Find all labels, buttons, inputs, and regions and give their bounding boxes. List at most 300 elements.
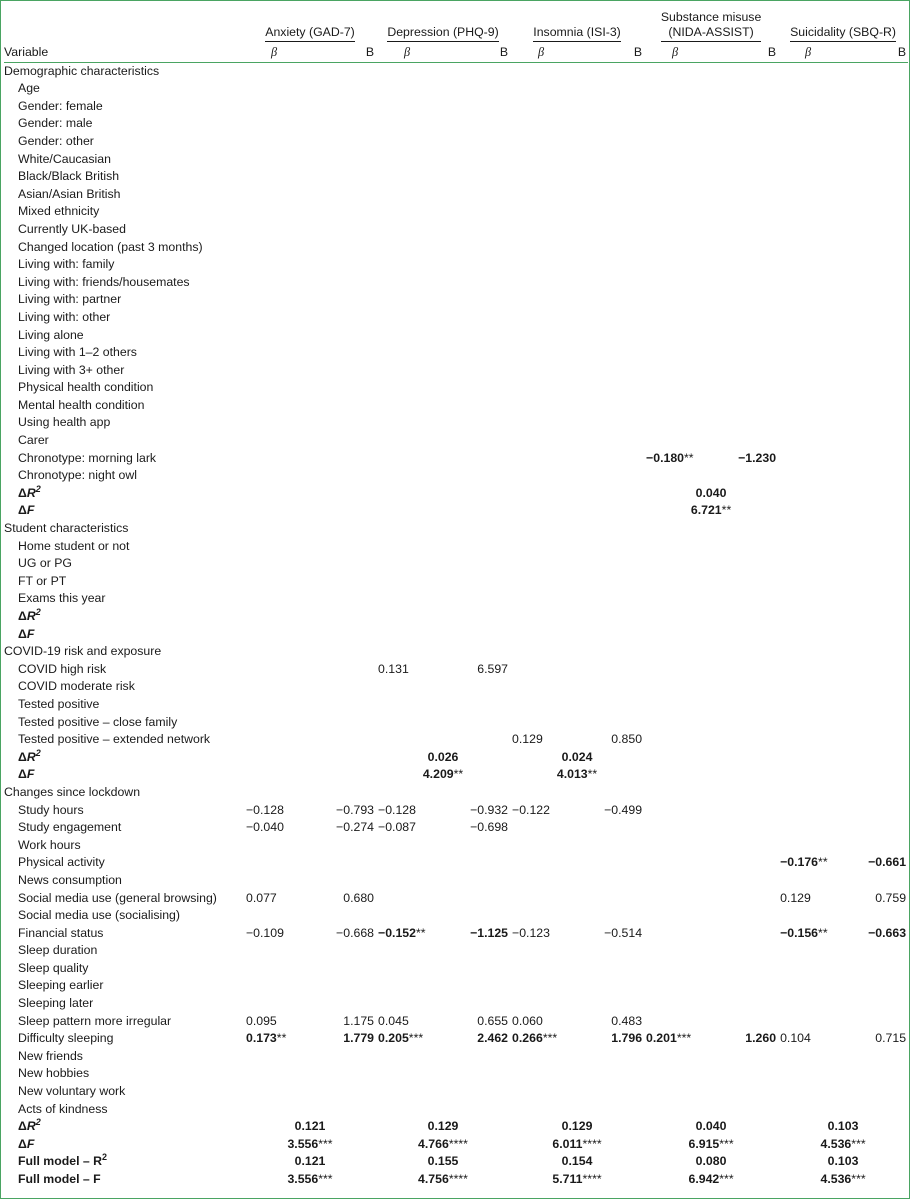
b-cell	[838, 1101, 908, 1119]
cell-value: 0.129	[561, 1119, 593, 1134]
beta-cell	[376, 1013, 438, 1031]
beta-cell	[376, 555, 438, 573]
table-row	[4, 239, 908, 257]
beta-cell	[244, 678, 304, 696]
b-cell	[838, 362, 908, 380]
table-row	[4, 837, 908, 855]
beta-cell	[644, 274, 706, 292]
table-row	[4, 397, 908, 415]
beta-cell	[510, 362, 572, 380]
b-cell	[572, 397, 644, 415]
b-cell	[706, 450, 778, 468]
significance-stars: **	[415, 925, 426, 940]
table-row	[4, 802, 908, 820]
b-cell	[304, 274, 376, 292]
table-row	[4, 344, 908, 362]
beta-cell	[376, 344, 438, 362]
beta-cell	[510, 379, 572, 397]
b-cell	[572, 678, 644, 696]
beta-header: β	[805, 45, 812, 59]
group-insomnia: Insomnia (ISI-3)	[510, 4, 644, 44]
b-cell	[304, 133, 376, 151]
merged-stat-cell	[244, 502, 376, 520]
beta-cell	[376, 221, 438, 239]
b-cell	[304, 925, 376, 943]
section-label: Student characteristics	[4, 521, 129, 536]
stat-variable: F	[26, 1136, 35, 1151]
b-cell	[706, 802, 778, 820]
b-cell	[838, 256, 908, 274]
b-cell	[572, 872, 644, 890]
table-row	[4, 678, 908, 696]
merged-stat-cell	[644, 485, 778, 503]
b-cell	[838, 1030, 908, 1048]
header-spacer	[4, 4, 244, 44]
b-cell	[304, 432, 376, 450]
cell-value: 0.095	[246, 1013, 277, 1028]
b-cell	[572, 1083, 644, 1101]
variable-label: Living with: family	[18, 257, 115, 272]
merged-stat-cell	[244, 626, 376, 644]
beta-cell	[644, 291, 706, 309]
merged-stat-cell	[376, 749, 510, 767]
cell-value: 0.655	[477, 1013, 509, 1028]
b-cell	[706, 309, 778, 327]
beta-cell	[376, 819, 438, 837]
beta-cell	[644, 960, 706, 978]
beta-cell	[244, 802, 304, 820]
b-cell	[572, 362, 644, 380]
cell-value: −0.663	[868, 925, 907, 940]
b-cell	[572, 995, 644, 1013]
variable-label: FT or PT	[18, 573, 67, 588]
cell-value: 1.175	[343, 1013, 375, 1028]
b-cell	[706, 344, 778, 362]
variable-label: Physical activity	[18, 855, 105, 870]
beta-cell	[510, 854, 572, 872]
beta-cell	[244, 239, 304, 257]
beta-cell	[510, 432, 572, 450]
b-cell	[438, 98, 510, 116]
variable-label: Sleeping earlier	[18, 978, 104, 993]
beta-cell	[376, 168, 438, 186]
beta-cell	[244, 432, 304, 450]
b-cell	[838, 186, 908, 204]
variable-label: COVID moderate risk	[18, 679, 135, 694]
beta-cell	[244, 995, 304, 1013]
cell-value: −0.128	[246, 802, 284, 817]
variable-label: Living with: other	[18, 309, 111, 324]
significance-stars: ***	[676, 1031, 692, 1046]
merged-stat-cell	[244, 766, 376, 784]
variable-label: Sleeping later	[18, 996, 94, 1011]
table-row	[4, 168, 908, 186]
beta-cell	[778, 714, 838, 732]
b-cell	[304, 291, 376, 309]
significance-stars: ***	[719, 1172, 734, 1186]
beta-cell	[376, 995, 438, 1013]
cell-value: 5.711	[552, 1172, 583, 1186]
stat-variable: F	[26, 503, 35, 518]
b-cell	[838, 538, 908, 556]
beta-cell	[644, 802, 706, 820]
beta-cell	[778, 995, 838, 1013]
beta-cell	[644, 256, 706, 274]
merged-stat-cell	[644, 626, 778, 644]
beta-cell	[244, 1101, 304, 1119]
b-cell	[572, 80, 644, 98]
beta-cell	[376, 397, 438, 415]
b-cell	[572, 573, 644, 591]
table-row	[4, 538, 908, 556]
b-cell	[706, 837, 778, 855]
beta-cell	[510, 186, 572, 204]
variable-label: Difficulty sleeping	[18, 1031, 114, 1046]
variable-label: New hobbies	[18, 1066, 90, 1081]
beta-cell	[644, 661, 706, 679]
b-cell	[838, 379, 908, 397]
b-cell	[572, 221, 644, 239]
b-cell	[572, 1013, 644, 1031]
beta-cell	[244, 538, 304, 556]
b-cell	[838, 819, 908, 837]
beta-cell	[376, 872, 438, 890]
empty-cell	[244, 784, 908, 802]
beta-cell	[778, 256, 838, 274]
beta-cell	[244, 960, 304, 978]
b-cell	[304, 907, 376, 925]
b-cell	[304, 467, 376, 485]
beta-cell	[778, 819, 838, 837]
merged-stat-cell	[244, 749, 376, 767]
cell-value: −1.125	[470, 925, 509, 940]
table-row	[4, 749, 908, 767]
beta-cell	[778, 573, 838, 591]
beta-cell	[644, 151, 706, 169]
b-cell	[304, 731, 376, 749]
b-cell	[304, 186, 376, 204]
b-cell	[304, 344, 376, 362]
b-cell	[438, 1101, 510, 1119]
beta-cell	[510, 1030, 572, 1048]
beta-cell	[644, 1083, 706, 1101]
b-cell	[838, 115, 908, 133]
regression-table	[4, 4, 908, 1189]
cell-value: 0.715	[875, 1031, 907, 1046]
beta-cell	[376, 309, 438, 327]
beta-cell	[244, 590, 304, 608]
b-cell	[572, 731, 644, 749]
cell-value: 0.121	[294, 1119, 326, 1134]
b-cell	[304, 327, 376, 345]
b-cell	[304, 714, 376, 732]
table-row	[4, 274, 908, 292]
beta-cell	[644, 133, 706, 151]
variable-label: Study hours	[18, 802, 84, 817]
cell-value: 0.155	[427, 1154, 459, 1169]
variable-label: Study engagement	[18, 820, 122, 835]
b-cell	[572, 555, 644, 573]
table-row	[4, 1065, 908, 1083]
b-cell	[304, 977, 376, 995]
cell-value: 4.536	[820, 1136, 852, 1151]
cell-value: −0.698	[470, 820, 509, 835]
beta-cell	[644, 714, 706, 732]
b-cell	[438, 977, 510, 995]
beta-cell	[244, 221, 304, 239]
beta-cell	[376, 907, 438, 925]
variable-label: Living with: friends/housemates	[18, 274, 190, 289]
merged-stat-cell	[510, 1118, 644, 1136]
b-cell	[304, 942, 376, 960]
group-suicidality: Suicidality (SBQ-R)	[778, 4, 908, 44]
beta-cell	[778, 1048, 838, 1066]
variable-label: Living with: partner	[18, 292, 122, 307]
b-cell	[304, 98, 376, 116]
empty-cell	[244, 520, 908, 538]
superscript: 2	[35, 1117, 41, 1128]
b-cell	[438, 837, 510, 855]
beta-cell	[510, 678, 572, 696]
b-cell	[838, 133, 908, 151]
merged-stat-cell	[510, 502, 644, 520]
merged-stat-cell	[376, 1118, 510, 1136]
beta-cell	[244, 467, 304, 485]
cell-value: 6.721	[690, 503, 722, 518]
merged-stat-cell	[376, 1136, 510, 1154]
beta-cell	[244, 168, 304, 186]
b-cell	[572, 450, 644, 468]
beta-cell	[644, 467, 706, 485]
table-row	[4, 995, 908, 1013]
table-row	[4, 608, 908, 626]
beta-cell	[510, 467, 572, 485]
b-cell	[572, 327, 644, 345]
merged-stat-cell	[510, 749, 644, 767]
beta-cell	[778, 133, 838, 151]
b-cell	[838, 661, 908, 679]
cell-value: 0.131	[378, 661, 409, 676]
beta-cell	[778, 977, 838, 995]
beta-cell	[376, 1065, 438, 1083]
b-cell	[706, 239, 778, 257]
b-cell	[572, 714, 644, 732]
beta-cell	[644, 450, 706, 468]
beta-cell	[778, 450, 838, 468]
b-cell	[838, 168, 908, 186]
beta-header: β	[403, 45, 411, 59]
b-cell	[572, 151, 644, 169]
table-row	[4, 731, 908, 749]
b-cell	[304, 678, 376, 696]
b-cell	[438, 362, 510, 380]
b-cell	[838, 327, 908, 345]
beta-cell	[510, 714, 572, 732]
b-cell	[838, 960, 908, 978]
cell-value: −0.128	[378, 802, 416, 817]
merged-stat-cell	[510, 626, 644, 644]
significance-stars: ****	[582, 1136, 602, 1151]
variable-label: Changed location (past 3 months)	[18, 239, 203, 254]
beta-cell	[510, 291, 572, 309]
b-cell	[438, 661, 510, 679]
beta-cell	[510, 1048, 572, 1066]
cell-value: 4.756	[418, 1172, 449, 1186]
significance-stars: ****	[448, 1172, 468, 1186]
b-cell	[572, 960, 644, 978]
cell-value: −0.176	[780, 855, 819, 870]
merged-stat-cell	[376, 1171, 510, 1189]
beta-cell	[244, 573, 304, 591]
cell-value: 6.942	[688, 1172, 720, 1186]
b-cell	[838, 890, 908, 908]
beta-cell	[778, 186, 838, 204]
b-cell	[572, 819, 644, 837]
b-cell	[304, 872, 376, 890]
stat-variable: R	[26, 749, 36, 764]
beta-cell	[376, 1030, 438, 1048]
cell-value: 0.129	[512, 732, 543, 747]
table-row	[4, 661, 908, 679]
delta-symbol: Δ	[18, 749, 27, 764]
cell-value: 3.556	[287, 1136, 319, 1151]
significance-stars: ***	[408, 1031, 424, 1046]
cell-value: 0.103	[827, 1119, 859, 1134]
table-row	[4, 1136, 908, 1154]
beta-cell	[644, 555, 706, 573]
beta-cell	[778, 872, 838, 890]
table-row	[4, 80, 908, 98]
merged-stat-cell	[510, 1171, 644, 1189]
merged-stat-cell	[778, 626, 908, 644]
b-cell	[706, 379, 778, 397]
table-row	[4, 98, 908, 116]
b-cell	[706, 714, 778, 732]
merged-stat-cell	[376, 608, 510, 626]
merged-stat-cell	[644, 1153, 778, 1171]
beta-cell	[244, 203, 304, 221]
merged-stat-cell	[778, 485, 908, 503]
merged-stat-cell	[778, 608, 908, 626]
variable-label: Age	[18, 81, 40, 96]
beta-cell	[376, 133, 438, 151]
b-cell	[706, 291, 778, 309]
b-cell	[706, 432, 778, 450]
b-cell	[304, 538, 376, 556]
b-cell	[438, 221, 510, 239]
b-cell	[438, 538, 510, 556]
cell-value: 0.104	[780, 1031, 811, 1046]
b-cell	[838, 274, 908, 292]
b-cell	[572, 942, 644, 960]
b-cell	[838, 802, 908, 820]
beta-cell	[376, 291, 438, 309]
table-row	[4, 291, 908, 309]
cell-value: −1.230	[738, 450, 777, 465]
delta-symbol: Δ	[18, 609, 27, 623]
cell-value: 4.536	[820, 1172, 852, 1186]
beta-cell	[510, 925, 572, 943]
significance-stars: **	[453, 767, 464, 782]
b-cell	[572, 98, 644, 116]
b-cell	[706, 960, 778, 978]
beta-cell	[778, 309, 838, 327]
b-cell	[572, 1030, 644, 1048]
b-cell	[706, 696, 778, 714]
significance-stars: ***	[542, 1031, 558, 1046]
b-cell	[706, 890, 778, 908]
b-cell	[304, 221, 376, 239]
beta-cell	[510, 344, 572, 362]
significance-stars: **	[818, 925, 828, 940]
merged-stat-cell	[376, 766, 510, 784]
beta-cell	[778, 168, 838, 186]
b-cell	[438, 573, 510, 591]
b-cell	[304, 1065, 376, 1083]
b-cell	[438, 203, 510, 221]
cell-value: 0.483	[611, 1013, 643, 1028]
b-cell	[706, 731, 778, 749]
b-header: B	[365, 45, 375, 59]
b-cell	[706, 168, 778, 186]
beta-cell	[644, 80, 706, 98]
beta-cell	[510, 590, 572, 608]
cell-value: 0.129	[780, 890, 811, 905]
b-cell	[838, 344, 908, 362]
variable-label: Acts of kindness	[18, 1101, 108, 1116]
b-cell	[304, 362, 376, 380]
beta-cell	[644, 854, 706, 872]
superscript: 2	[102, 1152, 108, 1163]
table-row	[4, 414, 908, 432]
beta-cell	[644, 1013, 706, 1031]
variable-label: Living with 3+ other	[18, 362, 125, 377]
beta-cell	[510, 239, 572, 257]
beta-cell	[376, 714, 438, 732]
cell-value: 6.915	[688, 1136, 720, 1151]
b-cell	[838, 1065, 908, 1083]
b-cell	[838, 942, 908, 960]
b-cell	[572, 802, 644, 820]
table-row	[4, 362, 908, 380]
variable-label: Using health app	[18, 415, 111, 430]
b-cell	[304, 450, 376, 468]
delta-stat-label	[4, 749, 244, 767]
b-cell	[304, 1013, 376, 1031]
delta-stat-label	[4, 626, 244, 644]
b-cell	[304, 854, 376, 872]
beta-cell	[244, 854, 304, 872]
beta-cell	[510, 907, 572, 925]
beta-cell	[376, 362, 438, 380]
b-cell	[438, 1048, 510, 1066]
b-cell	[438, 1030, 510, 1048]
beta-cell	[376, 186, 438, 204]
beta-cell	[778, 925, 838, 943]
beta-cell	[778, 239, 838, 257]
b-cell	[572, 133, 644, 151]
beta-cell	[644, 98, 706, 116]
table-row	[4, 1101, 908, 1119]
beta-cell	[644, 327, 706, 345]
beta-cell	[644, 872, 706, 890]
table-row	[4, 151, 908, 169]
b-cell	[572, 309, 644, 327]
variable-label: Work hours	[18, 837, 81, 852]
beta-cell	[644, 168, 706, 186]
beta-cell	[778, 890, 838, 908]
beta-cell	[244, 942, 304, 960]
